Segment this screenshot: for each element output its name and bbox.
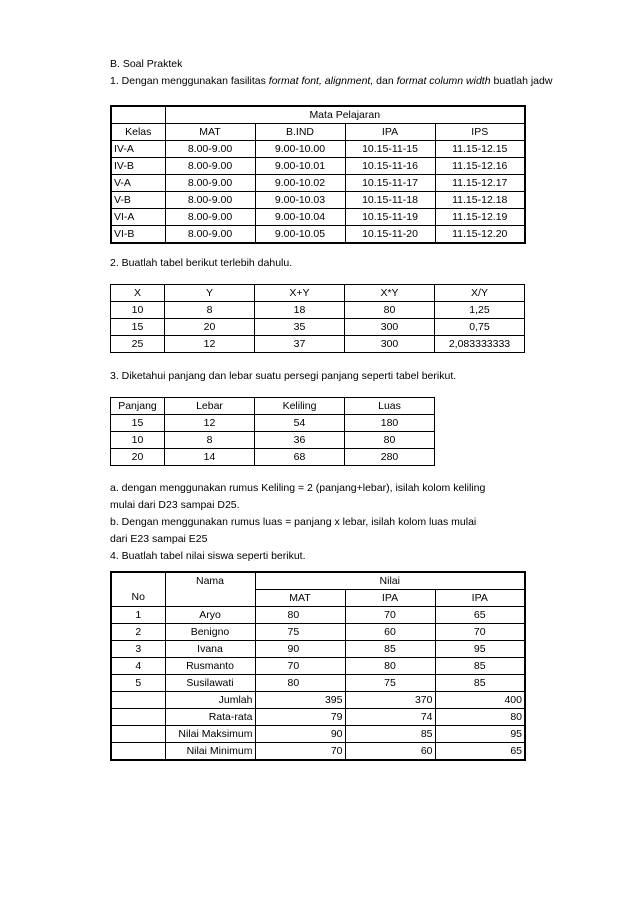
student-grades-table	[110, 571, 526, 761]
note-b-2: dari E23 sampai E25	[110, 533, 208, 545]
header-no: No	[111, 590, 165, 607]
summary-label: Rata-rata	[165, 709, 255, 726]
col-header: Kelas	[111, 124, 165, 141]
cell: Benigno	[165, 624, 255, 641]
cell: 95	[510, 727, 522, 740]
col-header: Keliling	[255, 398, 345, 415]
col-header: X*Y	[345, 285, 435, 302]
cell: 75	[345, 675, 435, 692]
cell: 11.15-12.18	[452, 193, 508, 206]
cell: 74	[345, 709, 435, 726]
header-nilai: Nilai	[255, 572, 525, 590]
table-row	[111, 590, 525, 607]
cell: V-B	[111, 192, 165, 209]
col-header: X/Y	[435, 285, 525, 302]
cell: 80	[255, 675, 345, 692]
cell: 70	[345, 607, 435, 624]
cell: 9.00-10.05	[255, 226, 345, 244]
cell: 9.00-10.03	[255, 192, 345, 209]
table-row	[111, 641, 525, 658]
table-row	[111, 209, 525, 226]
col-header: X	[111, 285, 165, 302]
cell: 400	[504, 693, 522, 706]
table-row	[111, 415, 435, 432]
table-row	[111, 302, 525, 319]
cell: 20	[165, 319, 255, 336]
cell: 10	[111, 432, 165, 449]
cell: 10.15-11-17	[345, 175, 435, 192]
cell: Ivana	[165, 641, 255, 658]
question-1	[110, 75, 552, 87]
cell: 70	[255, 743, 345, 761]
cell: 95	[473, 642, 486, 655]
cell: 36	[255, 432, 345, 449]
col-header: Y	[165, 285, 255, 302]
cell: 37	[255, 336, 345, 353]
cell: 1	[111, 607, 165, 624]
cell: 5	[111, 675, 165, 692]
cell: Aryo	[165, 607, 255, 624]
cell: 0,75	[435, 319, 525, 336]
cell: 80	[345, 432, 435, 449]
cell: 85	[473, 676, 486, 689]
col-header: MAT	[165, 124, 255, 141]
cell: 15	[111, 415, 165, 432]
cell: 60	[345, 624, 435, 641]
summary-label: Nilai Minimum	[165, 743, 255, 761]
cell: 11.15-12.19	[452, 210, 508, 223]
cell: 9.00-10.00	[255, 141, 345, 158]
cell: 3	[111, 641, 165, 658]
cell: 10.15-11-15	[345, 141, 435, 158]
col-header: B.IND	[255, 124, 345, 141]
table-row	[111, 285, 525, 302]
col-header: IPS	[471, 125, 489, 138]
cell: 65	[473, 608, 486, 621]
header-nama: Nama	[165, 572, 255, 590]
cell: 280	[345, 449, 435, 466]
summary-label: Nilai Maksimum	[165, 726, 255, 743]
table-row	[111, 398, 435, 415]
rectangle-table	[110, 397, 435, 466]
col-header: IPA	[345, 124, 435, 141]
note-a-1: a. dengan menggunakan rumus Keliling = 2 (panjang+lebar), isilah kolom keliling	[110, 482, 486, 494]
cell: Rusmanto	[165, 658, 255, 675]
summary-row	[111, 692, 525, 709]
table-row	[111, 141, 525, 158]
cell: 10	[111, 302, 165, 319]
col-header: Panjang	[111, 398, 165, 415]
cell: 11.15-12.15	[452, 142, 508, 155]
cell: 9.00-10.02	[255, 175, 345, 192]
col-header: X+Y	[255, 285, 345, 302]
cell: 85	[473, 659, 486, 672]
cell: 10.15-11-18	[345, 192, 435, 209]
cell: 20	[111, 449, 165, 466]
cell: 2,083333333	[435, 336, 525, 353]
table-row	[111, 449, 435, 466]
cell: 10.15-11-19	[345, 209, 435, 226]
cell: 300	[345, 336, 435, 353]
cell: V-A	[111, 175, 165, 192]
cell: 15	[111, 319, 165, 336]
cell: 8.00-9.00	[165, 141, 255, 158]
section-title: B. Soal Praktek	[110, 58, 183, 70]
cell: 60	[345, 743, 435, 761]
cell: 25	[111, 336, 165, 353]
cell: 80	[345, 658, 435, 675]
schedule-table	[110, 105, 526, 244]
cell: 8.00-9.00	[165, 192, 255, 209]
cell: 8.00-9.00	[165, 158, 255, 175]
col-header: MAT	[255, 590, 345, 607]
cell: IV-B	[111, 158, 165, 175]
xy-table	[110, 284, 525, 353]
cell: 70	[255, 658, 345, 675]
cell: 75	[255, 624, 345, 641]
group-header: Mata Pelajaran	[309, 108, 381, 121]
cell: 2	[111, 624, 165, 641]
cell: 65	[510, 744, 522, 757]
cell: 85	[345, 641, 435, 658]
table-row	[111, 572, 525, 590]
table-row	[111, 226, 525, 244]
cell: 11.15-12.20	[452, 227, 508, 240]
table-row	[111, 607, 525, 624]
question-3: 3. Diketahui panjang dan lebar suatu persegi panjang seperti tabel berikut.	[110, 370, 457, 382]
cell: 9.00-10.01	[255, 158, 345, 175]
table-row	[111, 106, 525, 124]
col-header: Lebar	[165, 398, 255, 415]
cell: 80	[345, 302, 435, 319]
cell: VI-B	[111, 226, 165, 244]
q1-italic-2: format column width	[396, 75, 491, 87]
cell: 35	[255, 319, 345, 336]
cell: 12	[165, 415, 255, 432]
col-header: IPA	[345, 590, 435, 607]
cell: 4	[111, 658, 165, 675]
table-row	[111, 319, 525, 336]
cell: 10.15-11-16	[345, 158, 435, 175]
cell: IV-A	[111, 141, 165, 158]
cell: 10.15-11-20	[345, 226, 435, 244]
col-header: IPA	[471, 591, 488, 604]
col-header: Luas	[345, 398, 435, 415]
cell: Susilawati	[165, 675, 255, 692]
cell: 70	[473, 625, 486, 638]
cell: 11.15-12.16	[452, 159, 508, 172]
cell: 8.00-9.00	[165, 175, 255, 192]
q1-mid: dan	[373, 75, 397, 87]
cell: 8	[165, 302, 255, 319]
cell: 79	[255, 709, 345, 726]
note-a-2: mulai dari D23 sampai D25.	[110, 499, 240, 511]
table-row	[111, 175, 525, 192]
cell: 300	[345, 319, 435, 336]
cell: 8.00-9.00	[165, 226, 255, 244]
cell: 18	[255, 302, 345, 319]
table-row	[111, 158, 525, 175]
cell: 11.15-12.17	[452, 176, 508, 189]
cell: 80	[255, 607, 345, 624]
cell: 80	[510, 710, 522, 723]
cell: 90	[255, 641, 345, 658]
note-b-1: b. Dengan menggunakan rumus luas = panjang x lebar, isilah kolom luas mulai	[110, 516, 477, 528]
cell: 8	[165, 432, 255, 449]
q1-prefix: 1. Dengan menggunakan fasilitas	[110, 75, 269, 87]
cell: 54	[255, 415, 345, 432]
table-row	[111, 675, 525, 692]
summary-row	[111, 709, 525, 726]
summary-row	[111, 743, 525, 761]
cell: 14	[165, 449, 255, 466]
question-4: 4. Buatlah tabel nilai siswa seperti berikut.	[110, 550, 306, 562]
summary-row	[111, 726, 525, 743]
table-row	[111, 336, 525, 353]
question-2: 2. Buatlah tabel berikut terlebih dahulu.	[110, 257, 293, 269]
table-row	[111, 624, 525, 641]
cell: 90	[255, 726, 345, 743]
cell: 1,25	[435, 302, 525, 319]
table-row	[111, 658, 525, 675]
table-row	[111, 124, 525, 141]
cell: 395	[255, 692, 345, 709]
cell: 68	[255, 449, 345, 466]
cell: 85	[345, 726, 435, 743]
cell: VI-A	[111, 209, 165, 226]
table-row	[111, 432, 435, 449]
cell: 370	[345, 692, 435, 709]
cell: 8.00-9.00	[165, 209, 255, 226]
cell: 12	[165, 336, 255, 353]
q1-suffix: buatlah jadw	[490, 75, 553, 87]
summary-label: Jumlah	[165, 692, 255, 709]
cell: 180	[345, 415, 435, 432]
q1-italic-1: format font, alignment,	[268, 75, 374, 87]
table-row	[111, 192, 525, 209]
cell: 9.00-10.04	[255, 209, 345, 226]
